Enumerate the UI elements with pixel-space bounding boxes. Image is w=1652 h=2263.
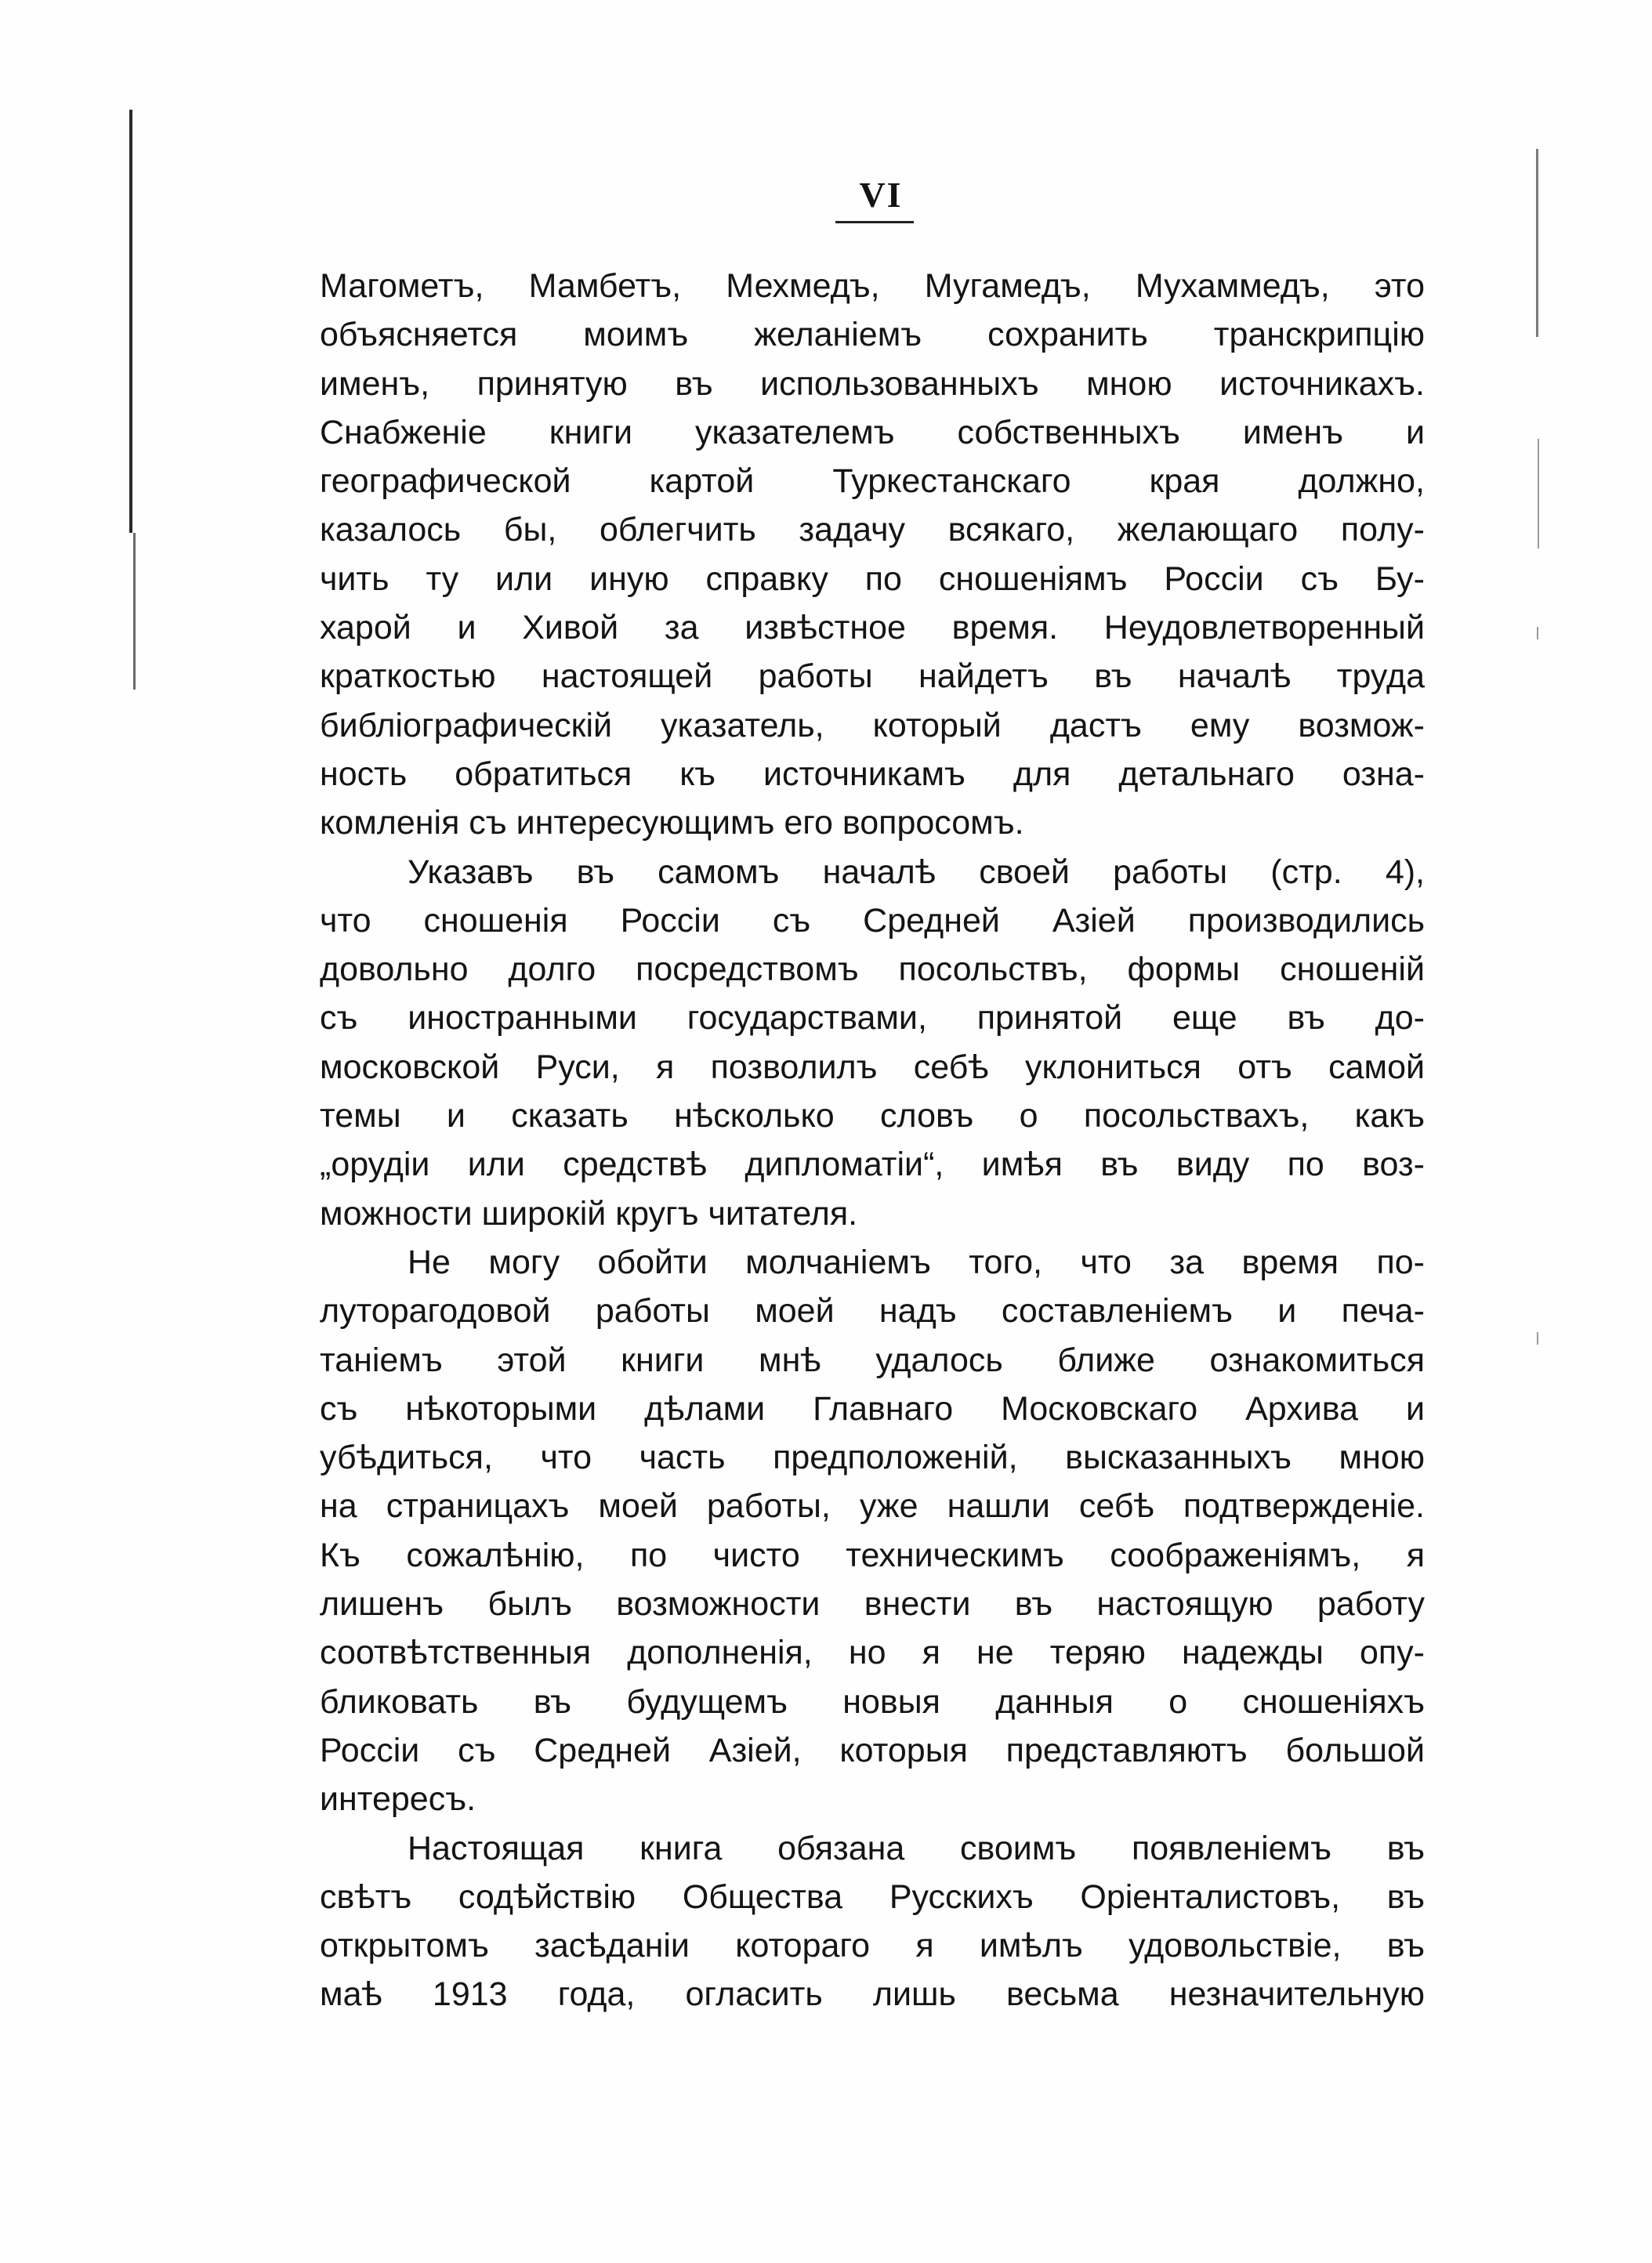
text-line: соотвѣтственныя дополненія, но я не теряю надежды опу- [320,1634,1425,1672]
text-line: „орудіи или средствѣ дипломатіи“, имѣя въ виду по воз- [320,1146,1425,1184]
text-line: Магометъ, Мамбетъ, Мехмедъ, Мугамедъ, Мухаммедъ, это [320,267,1425,305]
text-line: ность обратиться къ источникамъ для детальнаго озна- [320,755,1425,793]
text-line: краткостью настоящей работы найдетъ въ началѣ труда [320,657,1425,696]
text-line: маѣ 1913 года, огласить лишь весьма незначительную [320,1975,1425,2014]
text-line: темы и сказать нѣсколько словъ о посольствахъ, какъ [320,1097,1425,1135]
text-line: луторагодовой работы моей надъ составленіемъ и печа- [320,1292,1425,1331]
text-line: интересъ. [320,1780,476,1819]
text-line: что сношенія Россіи съ Средней Азіей производились [320,901,1425,940]
text-line: открытомъ засѣданіи котораго я имѣлъ удовольствіе, въ [320,1927,1425,1965]
text-line: именъ, принятую въ использованныхъ мною источникахъ. [320,364,1425,403]
text-line: Россіи съ Средней Азіей, которыя представляютъ большой [320,1731,1425,1769]
text-line: Къ сожалѣнію, по чисто техническимъ соображеніямъ, я [320,1536,1425,1574]
text-line: Не могу обойти молчаніемъ того, что за время по- [408,1243,1425,1281]
text-line: съ иностранными государствами, принятой еще въ до- [320,999,1425,1037]
body-text [320,262,1425,2019]
scan-edge-left [129,110,132,533]
page-number-rule [835,221,914,223]
text-line: бликовать въ будущемъ новыя данныя о сношеніяхъ [320,1682,1425,1721]
text-line: комленія съ интересующимъ его вопросомъ. [320,804,1024,842]
scan-speck [1537,1332,1538,1345]
paragraph [320,262,1425,848]
scan-edge-right-faint [1538,439,1539,549]
text-line: географической картой Туркестанскаго края должно, [320,462,1425,501]
text-line: можности широкій кругъ читателя. [320,1194,858,1233]
text-line: на страницахъ моей работы, уже нашли себѣ подтвержденіе. [320,1487,1425,1526]
paragraph [320,1824,1425,2019]
scan-edge-left-faint [133,533,136,690]
text-line: Указавъ въ самомъ началѣ своей работы (стр. 4), [408,853,1425,891]
text-line: свѣтъ содѣйствію Общества Русскихъ Оріенталистовъ, въ [320,1877,1425,1916]
text-line: объясняется моимъ желаніемъ сохранить транскрипцію [320,316,1425,354]
text-line: чить ту или иную справку по сношеніямъ Россіи съ Бу- [320,559,1425,598]
scan-speck [1537,627,1538,639]
text-line: казалось бы, облегчить задачу всякаго, желающаго полу- [320,511,1425,549]
text-line: московской Руси, я позволилъ себѣ уклониться отъ самой [320,1048,1425,1086]
text-line: библіографическій указатель, который дастъ ему возмож- [320,706,1425,744]
page-number: VI [859,175,903,215]
text-line: Снабженіе книги указателемъ собственныхъ именъ и [320,413,1425,451]
text-line: таніемъ этой книги мнѣ удалось ближе ознакомиться [320,1341,1425,1379]
text-line: лишенъ былъ возможности внести въ настоящую работу [320,1585,1425,1624]
text-line: харой и Хивой за извѣстное время. Неудовлетворенный [320,609,1425,647]
paragraph [320,848,1425,1238]
text-line: довольно долго посредствомъ посольствъ, формы сношеній [320,950,1425,989]
scan-edge-right [1536,149,1538,337]
text-line: убѣдиться, что часть предположеній, высказанныхъ мною [320,1439,1425,1477]
text-line: съ нѣкоторыми дѣлами Главнаго Московскаго Архива и [320,1389,1425,1428]
text-line: Настоящая книга обязана своимъ появленіемъ въ [408,1829,1425,1867]
paragraph [320,1238,1425,1824]
